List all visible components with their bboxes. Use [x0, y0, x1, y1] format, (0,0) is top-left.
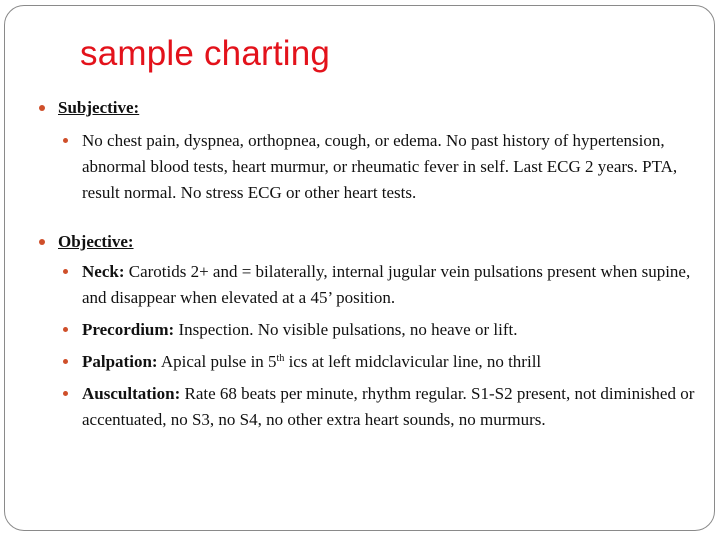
list-item: [36, 128, 706, 206]
section-objective: [36, 230, 706, 254]
bullet-icon: [63, 391, 68, 396]
list-item-palpation: [36, 349, 706, 375]
item-heading: Precordium:: [82, 320, 175, 339]
section-label: Objective:: [58, 232, 134, 251]
item-text-continued: ics at left midclavicular line, no thrill: [284, 352, 542, 371]
bullet-icon: [63, 327, 68, 332]
section-label: Subjective:: [58, 98, 140, 117]
bullet-icon: [63, 269, 68, 274]
item-text: Inspection. No visible pulsations, no heave or lift.: [178, 320, 518, 339]
bullet-icon: [63, 138, 68, 143]
ordinal-suffix: th: [276, 353, 285, 364]
list-item-precordium: [36, 317, 706, 343]
item-text: Carotids 2+ and = bilaterally, internal jugular vein pulsations present when supine, and disappear when elevated at a 45’ position.: [82, 262, 691, 307]
item-heading: Palpation:: [82, 352, 158, 371]
bullet-icon: [39, 105, 45, 111]
item-text: Rate 68 beats per minute, rhythm regular. S1-S2 present, not diminished or accentuated, no S3, no S4, no other extra heart sounds, no murmurs.: [82, 384, 695, 429]
section-subjective: [36, 96, 706, 120]
slide-title: sample charting: [80, 34, 331, 73]
slide-content: [36, 96, 706, 433]
item-text: No chest pain, dyspnea, orthopnea, cough, or edema. No past history of hypertension, abnormal blood tests, heart murmur, or rheumatic fever in self. Last ECG 2 years. PTA, result normal. No stress ECG or other heart tests.: [82, 131, 678, 202]
item-heading: Neck:: [82, 262, 125, 281]
list-item-neck: [36, 259, 706, 311]
bullet-icon: [39, 239, 45, 245]
list-item-auscultation: [36, 381, 706, 433]
item-text: Apical pulse in 5: [160, 352, 277, 371]
item-heading: Auscultation:: [82, 384, 181, 403]
bullet-icon: [63, 359, 68, 364]
